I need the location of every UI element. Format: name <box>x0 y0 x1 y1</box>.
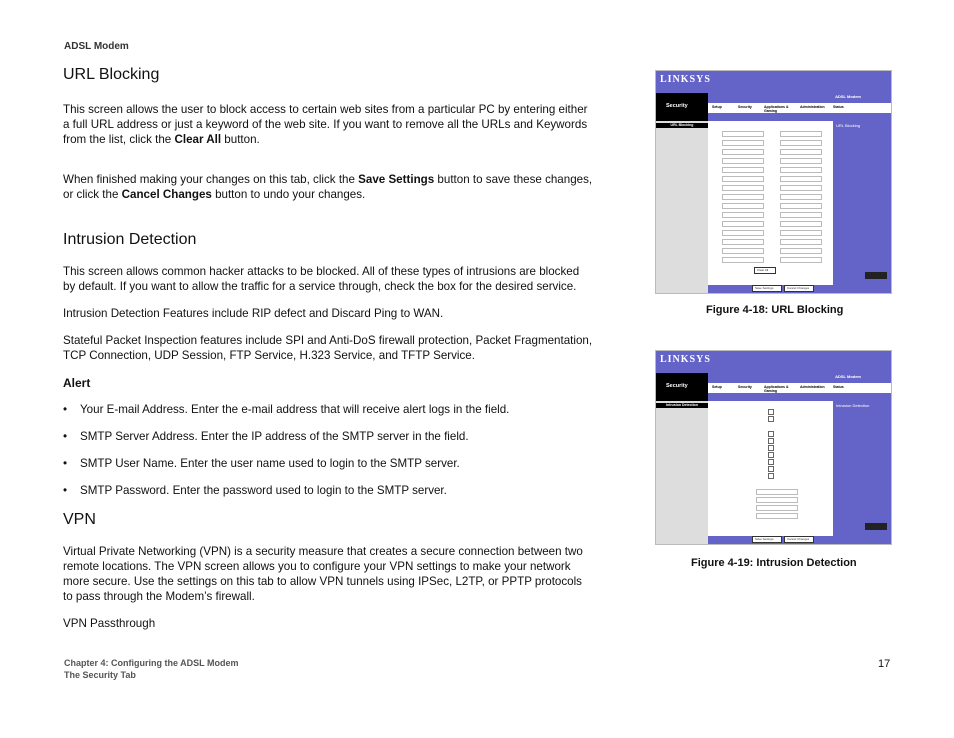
tab-applications: Applications & Gaming <box>764 105 789 113</box>
list-item: • SMTP User Name. Enter the user name used to login to the SMTP server. <box>63 456 593 471</box>
fig-tabs <box>708 103 891 113</box>
fig-model-name: ADSL Modem <box>835 94 861 99</box>
cancel-changes-button: Cancel Changes <box>784 536 814 543</box>
tab-administration: Administration <box>800 385 825 389</box>
list-item: • SMTP Password. Enter the password used to login to the SMTP server. <box>63 483 593 498</box>
clear-all-button: Clear All <box>754 267 776 274</box>
vpn-heading: VPN <box>63 511 96 528</box>
fig-button-bar <box>708 285 833 293</box>
cancel-changes-button: Cancel Changes <box>784 285 814 292</box>
vpn-para-2: VPN Passthrough <box>63 617 156 630</box>
tab-status: Status <box>833 105 844 109</box>
fig-topbar <box>656 71 891 93</box>
url-blocking-para-1: This screen allows the user to block access to certain web sites from a particular PC by entering either a full URL address or just a keyword of the web site. If you want to remove all the URLs and Keywords from the list, click the Clear All button. <box>63 103 588 146</box>
tab-setup: Setup <box>712 385 722 389</box>
figure-caption-2: Figure 4-19: Intrusion Detection <box>691 557 857 569</box>
running-footer <box>64 657 239 681</box>
cisco-logo <box>865 272 887 279</box>
list-item: • Your E-mail Address. Enter the e-mail address that will receive alert logs in the field. <box>63 402 593 417</box>
save-settings-button: Save Settings <box>752 536 782 543</box>
fig-topbar <box>656 351 891 373</box>
intrusion-heading: Intrusion Detection <box>63 231 197 248</box>
intrusion-para-3: Stateful Packet Inspection features include SPI and Anti-DoS firewall protection, Packet Fragmentation, TCP Connection, UDP Session, FTP Service, H.323 Service, and TFTP Service. <box>63 334 593 362</box>
fig-nav-label: Security <box>656 373 708 401</box>
fig-nav-label: Security <box>656 93 708 121</box>
tab-setup: Setup <box>712 105 722 109</box>
footer-section: The Security Tab <box>64 670 136 680</box>
linksys-logo: LINKSYS <box>660 354 711 365</box>
fig-content <box>708 121 833 293</box>
cisco-logo <box>865 523 887 530</box>
linksys-logo: LINKSYS <box>660 74 711 85</box>
fig-right-panel: URL Blocking <box>833 121 891 293</box>
list-item: • SMTP Server Address. Enter the IP address of the SMTP server in the field. <box>63 429 593 444</box>
fig-content <box>708 401 833 544</box>
fig-left-panel: URL Blocking <box>656 121 708 293</box>
url-blocking-para-2: When finished making your changes on this tab, click the Save Settings button to save these changes, or click the Cancel Changes button to undo your changes. <box>63 173 593 201</box>
tab-administration: Administration <box>800 105 825 109</box>
fig-model-name: ADSL Modem <box>835 374 861 379</box>
url-blocking-heading: URL Blocking <box>63 66 160 83</box>
url-blocking-screenshot <box>655 70 892 294</box>
vpn-para-1: Virtual Private Networking (VPN) is a security measure that creates a secure connection between two remote locations. The VPN screen allows you to configure your VPN settings to make your network more secure. Use the settings on this tab to allow VPN tunnels using IPSec, L2TP, or PPTP protocols to pass through the Modem’s firewall. <box>63 545 583 603</box>
tab-status: Status <box>833 385 844 389</box>
fig-tabs <box>708 383 891 393</box>
alert-heading: Alert <box>63 376 91 390</box>
intrusion-para-1: This screen allows common hacker attacks to be blocked. All of these types of intrusions are blocked by default. If you want to allow the traffic for a service through, check the box for the desired service. <box>63 265 580 293</box>
save-settings-button: Save Settings <box>752 285 782 292</box>
main-column <box>63 66 593 631</box>
fig-nav-bar <box>708 373 891 401</box>
tab-security: Security <box>738 385 752 389</box>
tab-security: Security <box>738 105 752 109</box>
fig-nav-bar <box>708 93 891 121</box>
intrusion-detection-screenshot <box>655 350 892 545</box>
figure-caption-1: Figure 4-18: URL Blocking <box>706 304 844 316</box>
fig-subtabs <box>708 393 891 401</box>
tab-applications: Applications & Gaming <box>764 385 789 393</box>
page-number: 17 <box>878 658 891 670</box>
intrusion-para-2: Intrusion Detection Features include RIP defect and Discard Ping to WAN. <box>63 307 444 320</box>
running-header: ADSL Modem <box>64 41 129 52</box>
fig-left-panel: Intrusion Detection <box>656 401 708 544</box>
alert-list <box>63 402 593 498</box>
footer-chapter: Chapter 4: Configuring the ADSL Modem <box>64 658 239 668</box>
fig-button-bar <box>708 536 833 544</box>
fig-right-panel: Intrusion Detection <box>833 401 891 544</box>
fig-subtabs <box>708 113 891 121</box>
